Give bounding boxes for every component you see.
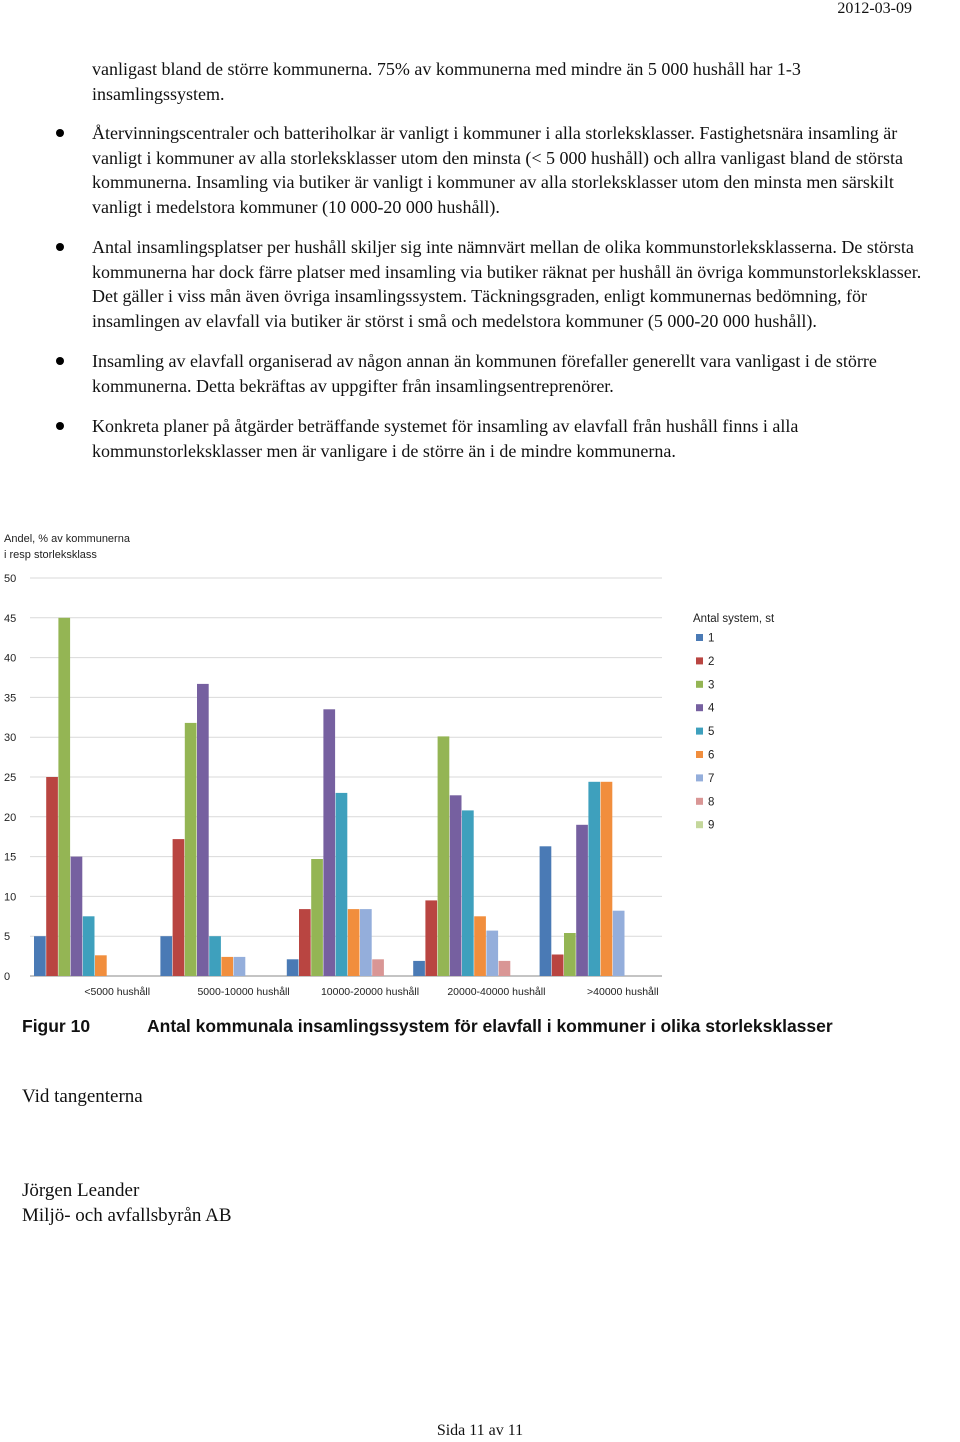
- x-tick-label: 10000-20000 hushåll: [320, 986, 420, 998]
- bullet-dot-icon: [56, 129, 64, 137]
- y-tick-label: 25: [4, 772, 17, 784]
- bar: [360, 909, 372, 976]
- legend-swatch-icon: [696, 704, 703, 711]
- bar: [58, 618, 70, 976]
- x-tick-label: >40000 hushåll: [587, 986, 659, 998]
- bar: [173, 839, 185, 976]
- bar: [311, 859, 323, 976]
- legend-label: 1: [708, 632, 715, 645]
- y-tick-label: 30: [4, 732, 17, 745]
- y-tick-label: 0: [4, 971, 11, 983]
- bullet-item: [52, 121, 942, 219]
- bar: [46, 777, 58, 976]
- figure-number: Figur 10: [22, 1016, 91, 1036]
- page-footer: Sida 11 av 11: [436, 1422, 524, 1439]
- page-date: 2012-03-09: [837, 0, 912, 17]
- x-tick-label: 5000-10000 hushåll: [197, 986, 290, 998]
- bar: [462, 810, 474, 976]
- bar: [336, 793, 348, 976]
- bullet-dot-icon: [56, 243, 64, 251]
- author-name: Jörgen Leander: [22, 1180, 140, 1201]
- legend-swatch-icon: [696, 774, 703, 781]
- y-tick-label: 45: [4, 612, 17, 625]
- bar: [323, 709, 335, 976]
- bar: [209, 936, 221, 976]
- x-tick-label: <5000 hushåll: [84, 986, 151, 998]
- bar: [234, 957, 246, 976]
- bar: [552, 955, 564, 977]
- y-tick-label: 20: [4, 811, 17, 824]
- bar: [348, 909, 360, 976]
- legend-label: 6: [708, 749, 715, 762]
- bar: [474, 916, 486, 976]
- y-axis-label: Andel, % av kommunerna: [4, 533, 130, 545]
- legend-swatch-icon: [696, 821, 703, 828]
- bar: [540, 846, 552, 976]
- y-axis-label: i resp storleksklass: [4, 549, 97, 561]
- bar: [299, 909, 311, 976]
- y-tick-label: 40: [4, 652, 17, 665]
- bullet-dot-icon: [56, 357, 64, 365]
- y-tick-label: 15: [4, 851, 17, 864]
- bar: [83, 916, 95, 976]
- bar: [197, 684, 209, 976]
- bar: [613, 911, 625, 976]
- legend-swatch-icon: [696, 681, 703, 688]
- legend-swatch-icon: [696, 634, 703, 641]
- section-heading: Vid tangenterna: [22, 1086, 143, 1107]
- bar: [425, 900, 437, 976]
- bullet-dot-icon: [56, 422, 64, 430]
- bar: [413, 961, 425, 976]
- bar: [160, 936, 172, 976]
- bar: [287, 959, 299, 976]
- bullet-item: [52, 349, 942, 398]
- legend-swatch-icon: [696, 798, 703, 805]
- bullet-list: [52, 121, 942, 479]
- legend-swatch-icon: [696, 728, 703, 735]
- bar: [438, 736, 450, 976]
- x-tick-label: 20000-40000 hushåll: [447, 986, 546, 998]
- bullet-text: Konkreta planer på åtgärder beträffande systemet för insamling av elavfall från hushåll finns i alla kommunstorleksklasser men är vanligare i de större än i de mindre kommunerna.: [92, 416, 799, 461]
- bar: [221, 957, 233, 976]
- bar: [95, 955, 107, 976]
- legend-title: Antal system, st: [693, 613, 775, 625]
- bar: [71, 857, 83, 976]
- bar: [588, 782, 600, 976]
- bar: [34, 936, 46, 976]
- legend-label: 2: [708, 655, 715, 668]
- bar-chart: [0, 527, 960, 1007]
- bullet-text: Antal insamlingsplatser per hushåll skiljer sig inte nämnvärt mellan de olika kommunstorleksklasserna. De största kommunerna har dock färre platser med insamling via butiker räknat per hushåll än övriga kommunstorleksklasser. Det gäller i viss mån även övriga insamlingssystem. Täckningsgraden, enligt kommunernas bedömning, för insamlingen av elavfall via butiker är störst i små och medelstora kommuner (5 000-20 000 hushåll).: [92, 237, 922, 331]
- y-tick-label: 10: [4, 891, 17, 904]
- legend-label: 4: [708, 702, 715, 715]
- bullet-item: [52, 235, 942, 333]
- continuation-paragraph: vanligast bland de större kommunerna. 75% av kommunerna med mindre än 5 000 hushåll har 1-3 insamlingssystem.: [92, 59, 801, 104]
- legend-label: 8: [708, 796, 715, 809]
- legend-swatch-icon: [696, 657, 703, 664]
- author-block: [22, 1178, 232, 1228]
- figure-caption-text: Antal kommunala insamlingssystem för elavfall i kommuner i olika storleksklasser: [147, 1016, 833, 1036]
- bar: [450, 795, 462, 976]
- bar: [185, 723, 197, 976]
- legend-label: 9: [708, 819, 715, 832]
- legend-label: 3: [708, 679, 715, 692]
- author-company: Miljö- och avfallsbyrån AB: [22, 1205, 232, 1226]
- y-tick-label: 35: [4, 692, 17, 705]
- y-tick-label: 5: [4, 931, 11, 944]
- bar: [601, 782, 613, 976]
- legend-label: 5: [708, 726, 715, 739]
- bar: [372, 959, 384, 976]
- bullet-item: [52, 414, 942, 463]
- bar: [499, 961, 511, 976]
- legend-label: 7: [708, 772, 715, 785]
- legend-swatch-icon: [696, 751, 703, 758]
- bar: [486, 931, 498, 976]
- bullet-text: Återvinningscentraler och batteriholkar är vanligt i kommuner i alla storleksklasser. Fastighetsnära insamling är vanligt i kommuner av alla storleksklasser utom den minsta (< 5 000 hushåll) och allra vanligast bland de största kommunerna. Insamling via butiker är vanligt i kommuner av alla storleksklasser utom den minsta men särskilt vanligt i medelstora kommuner (10 000-20 000 hushåll).: [92, 123, 903, 217]
- y-tick-label: 50: [4, 573, 17, 585]
- bullet-text: Insamling av elavfall organiserad av någon annan än kommunen förefaller generellt vara vanligast i de större kommunerna. Detta bekräftas av uppgifter från insamlingsentreprenörer.: [92, 351, 877, 396]
- bar: [564, 933, 576, 976]
- bar: [576, 825, 588, 976]
